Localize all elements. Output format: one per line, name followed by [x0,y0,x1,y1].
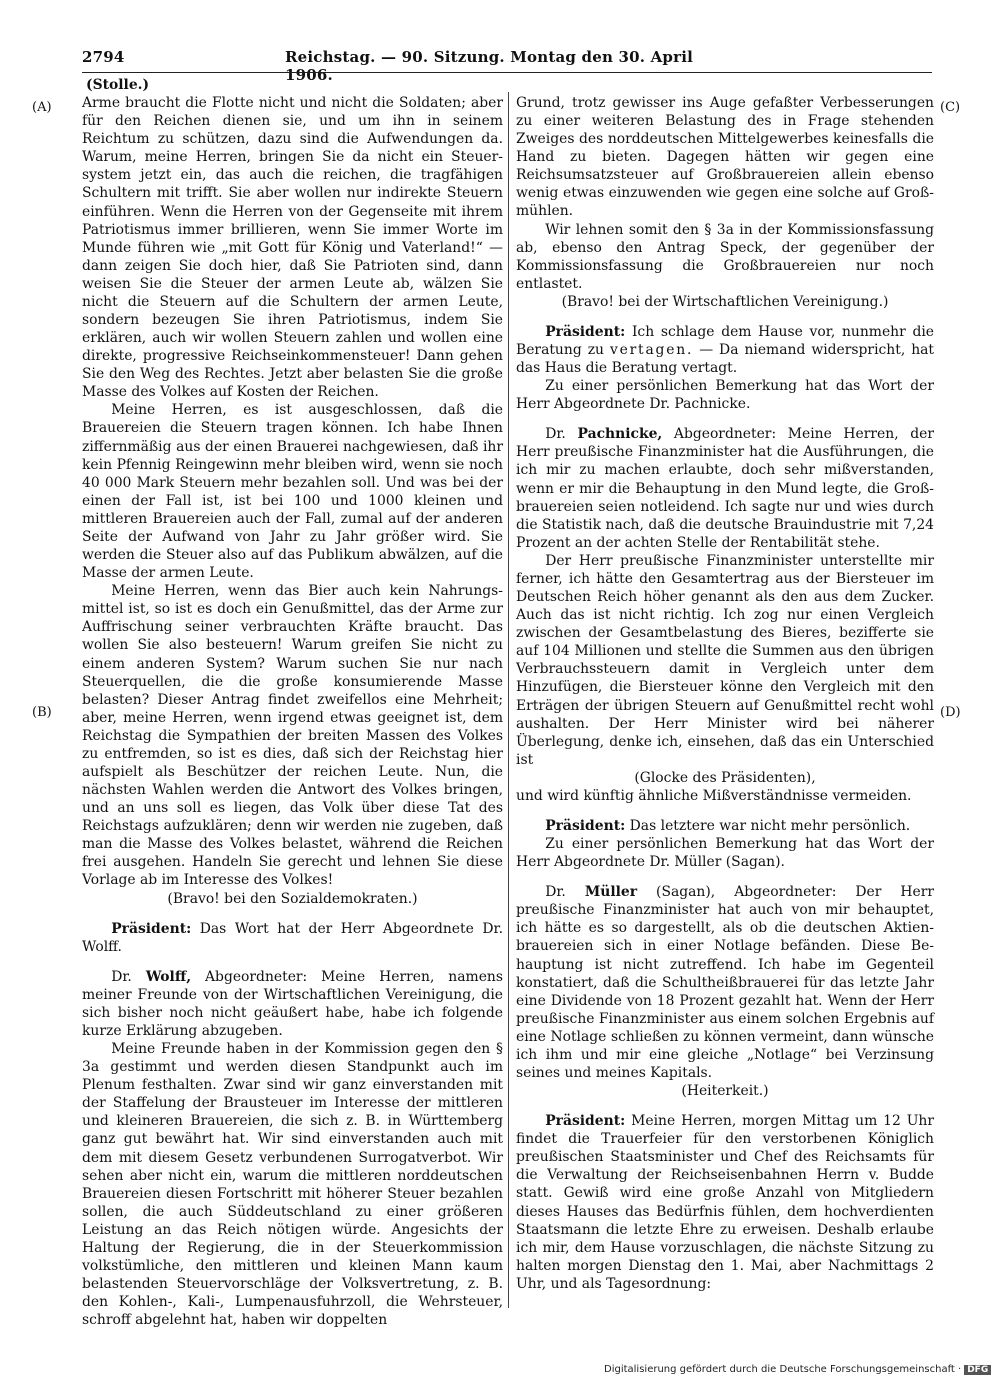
paragraph: Zu einer persönlichen Bemerkung hat das Wort der Herr Abgeordnete Dr. Müller (Sagan). [516,836,934,871]
footer-text: Digitalisierung gefördert durch die Deutsche Forschungsgemeinschaft · [604,1364,962,1375]
applause-note: (Bravo! bei den Sozialdemokraten.) [167,890,418,907]
paragraph: Wir lehnen somit den § 3a in der Kommissionsfassung ab, ebenso den Antrag Speck, der gegenüber der Kommissionsfassung die Großbrauereien nur noch entlastet. [516,221,934,292]
header-rule [82,72,932,73]
page-header [82,48,712,84]
bell-note: (Glocke des Präsidenten), [634,769,816,786]
president-statement: Präsident: Meine Herren, morgen Mittag um 12 Uhr findet die Trauerfeier für den verstorbenen Königlich preußischen Staatsminister und Chef des Reichsamts für die Verwaltung der Reichseisenbahnen Herrn v. Budde statt. Gewiß wird eine große Anzahl von Mitgliedern dieses Hauses das Bedürfnis fühlen, dem hochverdienten Staatsmann die letzte Ehre zu erweisen. Deshalb erlaube ich mir, dem Hause vorzuschlagen, die nächste Sitzung zu halten morgen Dienstag den 1. Mai, aber Nachmittags 2 Uhr, und als Tagesordnung: [516,1113,934,1292]
left-column [82,76,503,1329]
running-title: Reichstag. — 90. Sitzung. Montag den 30. April 1906. [285,48,694,84]
president-statement: Präsident: Das letztere war nicht mehr persönlich. [545,817,911,834]
speaker-statement: Dr. Müller (Sagan), Abgeordneter: Der Herr preußische Finanzminister hat auch von mir behauptet, ich hätte es so dargestellt, als ob die deutschen Aktienbrauereien sich in einer Notlage befänden. Diese Behauptung ist nicht zutreffend. Ich habe im Gegenteil konstatiert, daß die Schultheißbrauerei für das letzte Jahr eine Dividende von 18 Prozent gezahlt hat. Wenn der Herr preußische Finanzminister aus einem solchen Ergebnis auf eine Notlage schließen zu können vermeint, dann wünsche ich ihm und mir eine gleiche „Notlage“ bei Verzinsung seines und meines Kapitals. [516,884,935,1081]
speaker-statement: Dr. Pachnicke, Abgeordneter: Meine Herren, der Herr preußische Finanzminister hat die Ausführungen, die ich mir zu machen erlaubte, doch sehr mißverstanden, wenn er mir die Behauptung in den Mund legte, die Großbrauereien seien notleidend. Ich sagte nur und wies durch die Statistik nach, daß die deutsche Brauindustrie mit 7,24 Prozent an der achten Stelle der Rentabilität stehe. [516,426,935,551]
paragraph: Grund, trotz gewisser ins Auge gefaßter Verbesserungen zu einer weiteren Belastung des in Frage stehenden Zweiges des norddeutschen Mittelgewerbes keinesfalls die Hand zu bieten. Dagegen hätten wir gegen eine Reichsumsatzsteuer auf Großbrauereien allein ebenso wenig etwas einzuwenden wie gegen eine solche auf Großmühlen. [516,95,934,220]
margin-label-b: (B) [32,705,52,720]
page-number: 2794 [82,48,125,66]
speaker-name: Präsident: [545,323,626,340]
column-divider [508,92,509,1308]
paragraph: Meine Freunde haben in der Kommission gegen den § 3a gestimmt und werden diesen Standpunkt auch im Plenum festhalten. Zwar sind wir ganz einverstanden mit der Staffelung der Brausteuer im Interesse der mittleren und kleineren Brauereien, die sich z. B. in Württemberg ganz gut bewährt hat. Wir sind einverstanden auch mit dem mit diesem Gesetz verbundenen Surrogatverbot. Wir sehen aber nicht ein, warum die mittleren norddeutschen Brauereien diesen Fortschritt mit höherer Steuer bezahlen sollen, die auch Süddeutschland zu einer größeren Leistung an das Reich nötigen würde. Angesichts der Haltung der Regierung, die in der Steuerkommission volkstümliche, den mittleren und kleinen Mann kaum belastenden Steuervorschläge der Volksvertretung, z. B. den Kohlen-, Kali-, Lumpenausfuhrzoll, die Wehrsteuer, schroff abgelehnt hat, haben wir doppelten [82,1041,503,1329]
paragraph: Der Herr preußische Finanzminister unterstellte mir ferner, ich hätte den Gesamtertrag aus der Biersteuer im Deutschen Reich höher genannt als den aus dem Zucker. Auch das ist nicht richtig. Ich zog nur einen Vergleich zwischen der Gesamtbelastung des Bieres, bezifferte sie auf 104 Millionen und stellte die Summen aus den übrigen Verbrauchssteuern damit in Vergleich unter dem Hinzufügen, die Biersteuer könne den Vergleich mit den Erträgen der übrigen Steuern auf Genußmittel recht wohl aushalten. Der Herr Minister wird bei näherer Überlegung, denke ich, einsehen, daß das ein Unterschied ist [516,552,934,768]
paragraph: Meine Herren, wenn das Bier auch kein Nahrungsmittel ist, so ist es doch ein Genußmittel, das der Arme zur Auffrischung seiner verbrauchten Kräfte braucht. Das wollen Sie also besteuern! Warum greifen Sie nicht zu einem anderen System? Warum suchen Sie nur nach Steuerquellen, die die große konsumierende Masse belasten? Dieser Antrag findet zweifellos eine Mehrheit; aber, meine Herren, wenn irgend etwas geeignet ist, dem Reichstag die Sympathien der breiten Massen des Volkes zu entfremden, so ist es dies, daß sich der Reichstag hier aufspielt als Beschützer der reichen Leute. Nun, die nächsten Wahlen werden die Antwort des Volkes bringen, und an uns soll es liegen, das Volk über diese Tat des Reichstags aufzuklären; denn wir werden nie zugeben, daß man die Masse des Volkes belastet, während die Reichen frei ausgehen. Handeln Sie gerecht und lehnen Sie diese Vorlage ab im Interesse des Volkes! [82,583,503,889]
president-statement: Präsident: Das Wort hat der Herr Abgeordnete Dr. Wolff. [82,920,504,955]
paragraph: Meine Herren, es ist ausgeschlossen, daß die Brauereien die Steuern tragen können. Ich habe Ihnen ziffernmäßig aus der einen Brauerei nachgewiesen, daß ihr kein Pfennig Reingewinn mehr bleiben wird, wenn sie noch 40 000 Mark Steuern mehr bezahlen soll. Und was bei der einen der Fall ist, ist bei 100 und 1000 kleinen und mittleren Brauereien auch der Fall, zumal auf der anderen Seite der Aufwand von Jahr zu Jahr größer wird. Sie werden die Steuer also auf das Publikum abwälzen, auf die Masse der armen Leute. [82,402,503,582]
paragraph: Arme braucht die Flotte nicht und nicht die Soldaten; aber für den Reichen dienen sie, und um ihn in seinem Reichtum zu schützen, dazu sind die Aufwendungen da. Warum, meine Herren, bringen Sie da nicht ein Steuersystem jetzt ein, das auch die reichen, die tragfähigen Schultern mit trifft. Sie aber wollen nur indirekte Steuern einführen. Wenn die Herren von der Gegenseite mit ihrem Patriotismus immer brillieren, wenn Sie immer Worte im Munde führen wie „mit Gott für König und Vaterland!“ — dann zeigen Sie doch hier, daß Sie Patrioten sind, dann weisen Sie die Steuer der armen Leute ab, wälzen Sie nicht die Steuern auf die Schultern der armen Leute, sondern bezeugen Sie ihren Patriotismus, indem Sie erklären, auch wir wollen Steuern zahlen und wollen eine direkte, progressive Reichseinkommensteuer! Dann gehen Sie den Weg des Rechtes. Jetzt aber belasten Sie die große Masse des Volkes auf Kosten der Reichen. [82,95,503,401]
margin-label-c: (C) [940,100,961,115]
speaker-name: Müller [584,884,638,901]
speaker-name: Pachnicke, [577,426,663,443]
margin-label-a: (A) [32,100,52,115]
speaker-name: Präsident: [111,920,192,937]
speaker-name: Wolff, [145,968,192,985]
speaker-name: Präsident: [545,1113,626,1130]
right-column [516,94,934,1293]
paragraph: und wird künftig ähnliche Mißverständnisse vermeiden. [516,787,912,804]
paragraph: Zu einer persönlichen Bemerkung hat das Wort der Herr Abgeordnete Dr. Pachnicke. [516,378,934,413]
dfg-logo: DFG [964,1365,991,1375]
digitization-footer [604,1364,991,1375]
speaker-name: Präsident: [545,817,626,834]
margin-label-d: (D) [940,705,961,720]
speaker-tag: (Stolle.) [86,77,150,93]
speaker-statement: Dr. Wolff, Abgeordneter: Meine Herren, namens meiner Freunde von der Wirtschaftlichen Vereinigung, die sich bisher noch nicht geäußert habe, habe ich folgende kurze Erklärung abzugeben. [82,968,503,1039]
laughter-note: (Heiterkeit.) [681,1083,769,1100]
applause-note: (Bravo! bei der Wirtschaftlichen Vereinigung.) [561,293,889,310]
president-statement: Präsident: Ich schlage dem Hause vor, nunmehr die Beratung zu vertagen. — Da niemand widerspricht, hat das Haus die Beratung vertagt. [516,323,935,377]
